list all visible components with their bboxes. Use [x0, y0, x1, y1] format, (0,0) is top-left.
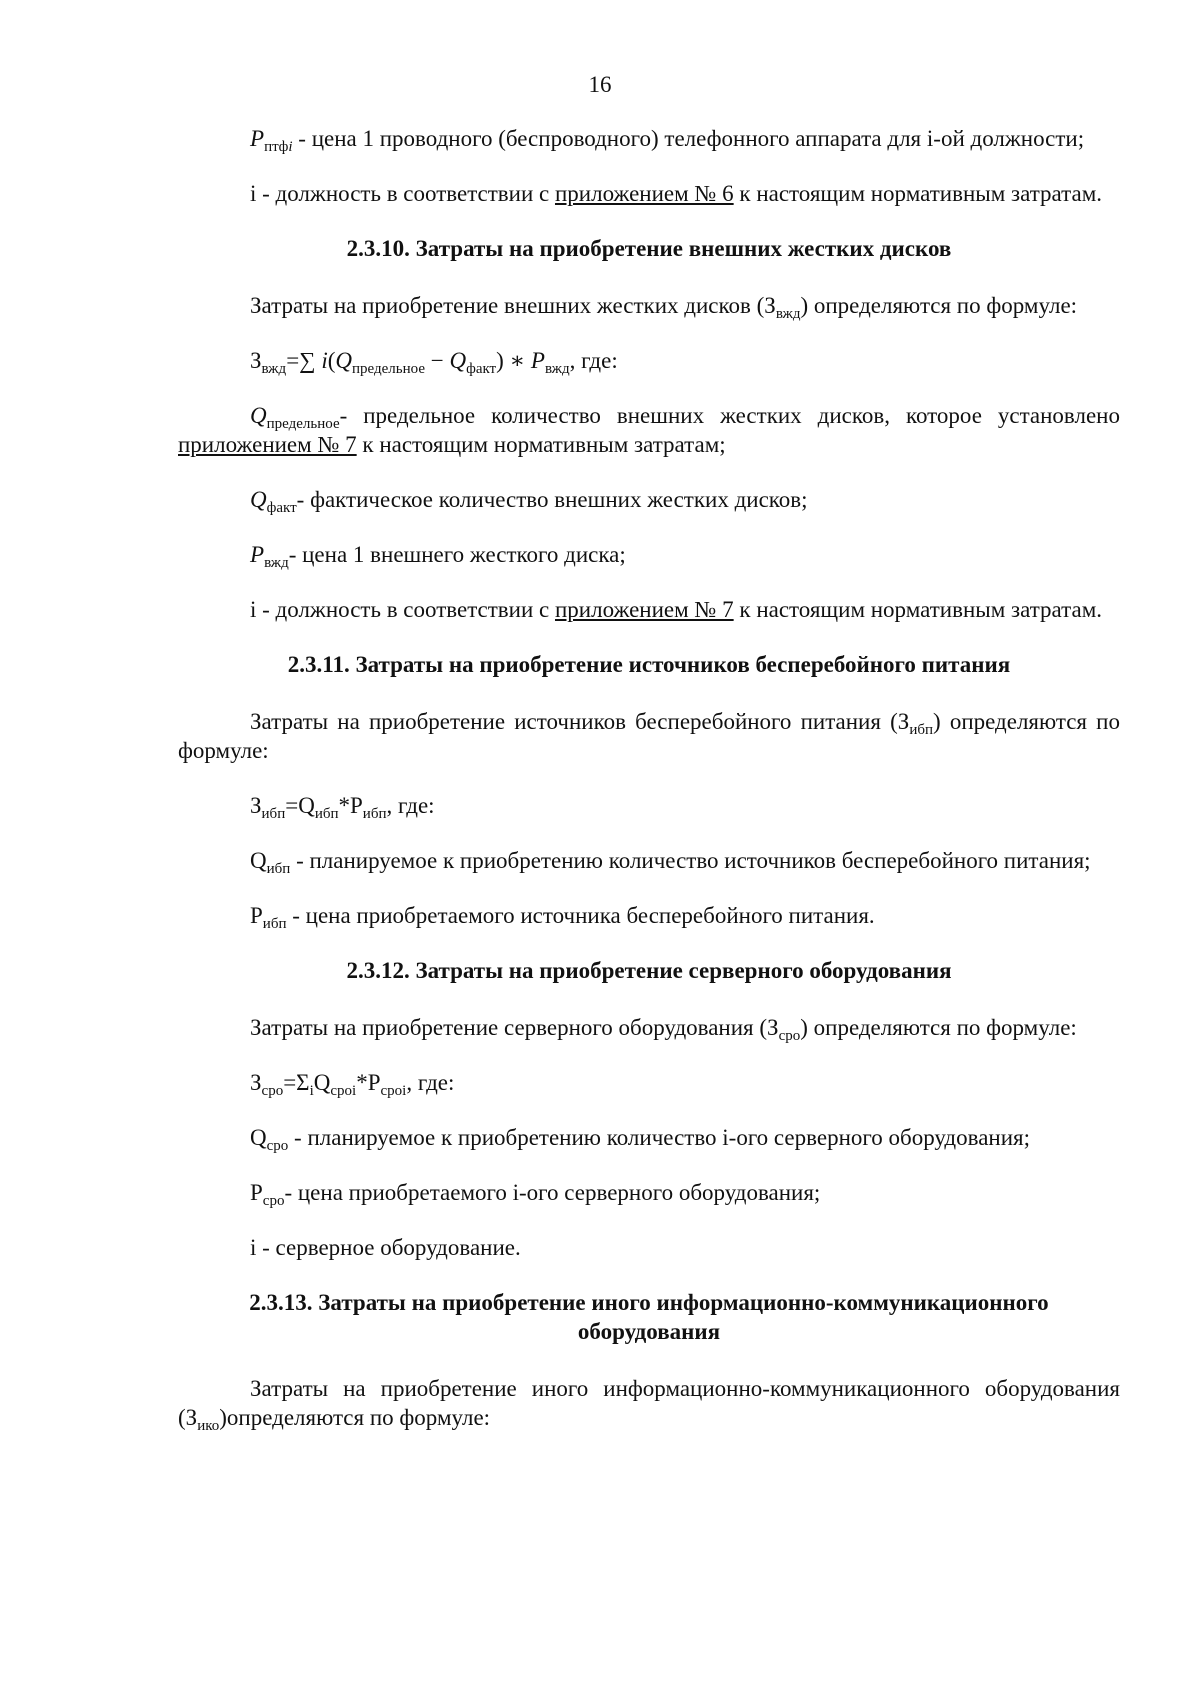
paragraph-iko-intro: Затраты на приобретение иного информационно-коммуникационного оборудования $(З_{ико})определяются$ по формуле:	[178, 1376, 1120, 1434]
paragraph-q-limit: $Q_{предельное}-$ предельное количество внешних жестких дисков, которое установлено приложением № 7 к настоящим нормативным затратам;	[178, 403, 1120, 457]
link-appendix-7[interactable]: приложением № 7	[178, 432, 357, 457]
paragraph-q-sro: $Q_{сро}$ - планируемое к приобретению количество i-ого серверного оборудования;	[250, 1125, 1030, 1154]
paragraph-vzd-intro: Затраты на приобретение внешних жестких дисков $(З_{вжд})$ определяются по формуле:	[250, 293, 1078, 322]
paragraph-i-sro: i - серверное оборудование.	[250, 1235, 521, 1260]
page-number: 16	[588, 72, 612, 97]
var-p: P	[250, 126, 265, 151]
paragraph-position-6: i - должность в соответствии с приложением № 6 к настоящим нормативным затратам.	[250, 181, 1102, 206]
heading-2-3-13: 2.3.13. Затраты на приобретение иного информационно-коммуникационного оборудования	[249, 1290, 1049, 1344]
heading-2-3-11: 2.3.11. Затраты на приобретение источников бесперебойного питания	[287, 652, 1011, 677]
paragraph-position-7: i - должность в соответствии с приложением № 7 к настоящим нормативным затратам.	[250, 597, 1102, 622]
paragraph-text: - цена 1 проводного (беспроводного) телефонного аппарата для i-ой должности;	[292, 126, 1085, 151]
document-body	[178, 124, 1120, 1458]
paragraph-p-sro: $P_{сро}-$ цена приобретаемого i-ого серверного оборудования;	[250, 1180, 821, 1209]
formula-ibp: $З_{ибп}=Q_{ибп}*P_{ибп}$, где:	[250, 793, 435, 822]
link-appendix-7[interactable]: приложением № 7	[554, 597, 734, 622]
formula-sro: $З_{сро}=\Sigma_iQ_{сроi}*P_{сроi}$, где:	[250, 1070, 455, 1099]
paragraph-p-vzd: $P_{вжд}-$ цена 1 внешнего жесткого диска;	[250, 542, 626, 571]
link-appendix-6[interactable]: приложением № 6	[554, 181, 734, 206]
sub-ptf: птфi	[264, 139, 293, 155]
paragraph-ptf-price	[178, 124, 1120, 153]
paragraph-p-ibp: $P_{ибп}$ - цена приобретаемого источника бесперебойного питания.	[250, 903, 875, 932]
paragraph-q-ibp: $Q_{ибп}$ - планируемое к приобретению количество источников бесперебойного питания;	[250, 848, 1091, 877]
paragraph-ibp-intro: Затраты на приобретение источников бесперебойного питания $(З_{ибп})$ определяются по формуле:	[178, 709, 1120, 763]
heading-2-3-10: 2.3.10. Затраты на приобретение внешних жестких дисков	[346, 236, 952, 261]
paragraph-q-fact: $Q_{факт}-$ фактическое количество внешних жестких дисков;	[250, 487, 808, 516]
heading-2-3-12: 2.3.12. Затраты на приобретение серверного оборудования	[346, 958, 952, 983]
formula-vzd: $З_{вжд}=\sum$ $i(Q_{предельное} - Q_{факт})$ ∗ $P_{вжд}$, где:	[250, 348, 618, 377]
paragraph-sro-intro: Затраты на приобретение серверного оборудования $(З_{сро})$ определяются по формуле:	[250, 1015, 1077, 1044]
